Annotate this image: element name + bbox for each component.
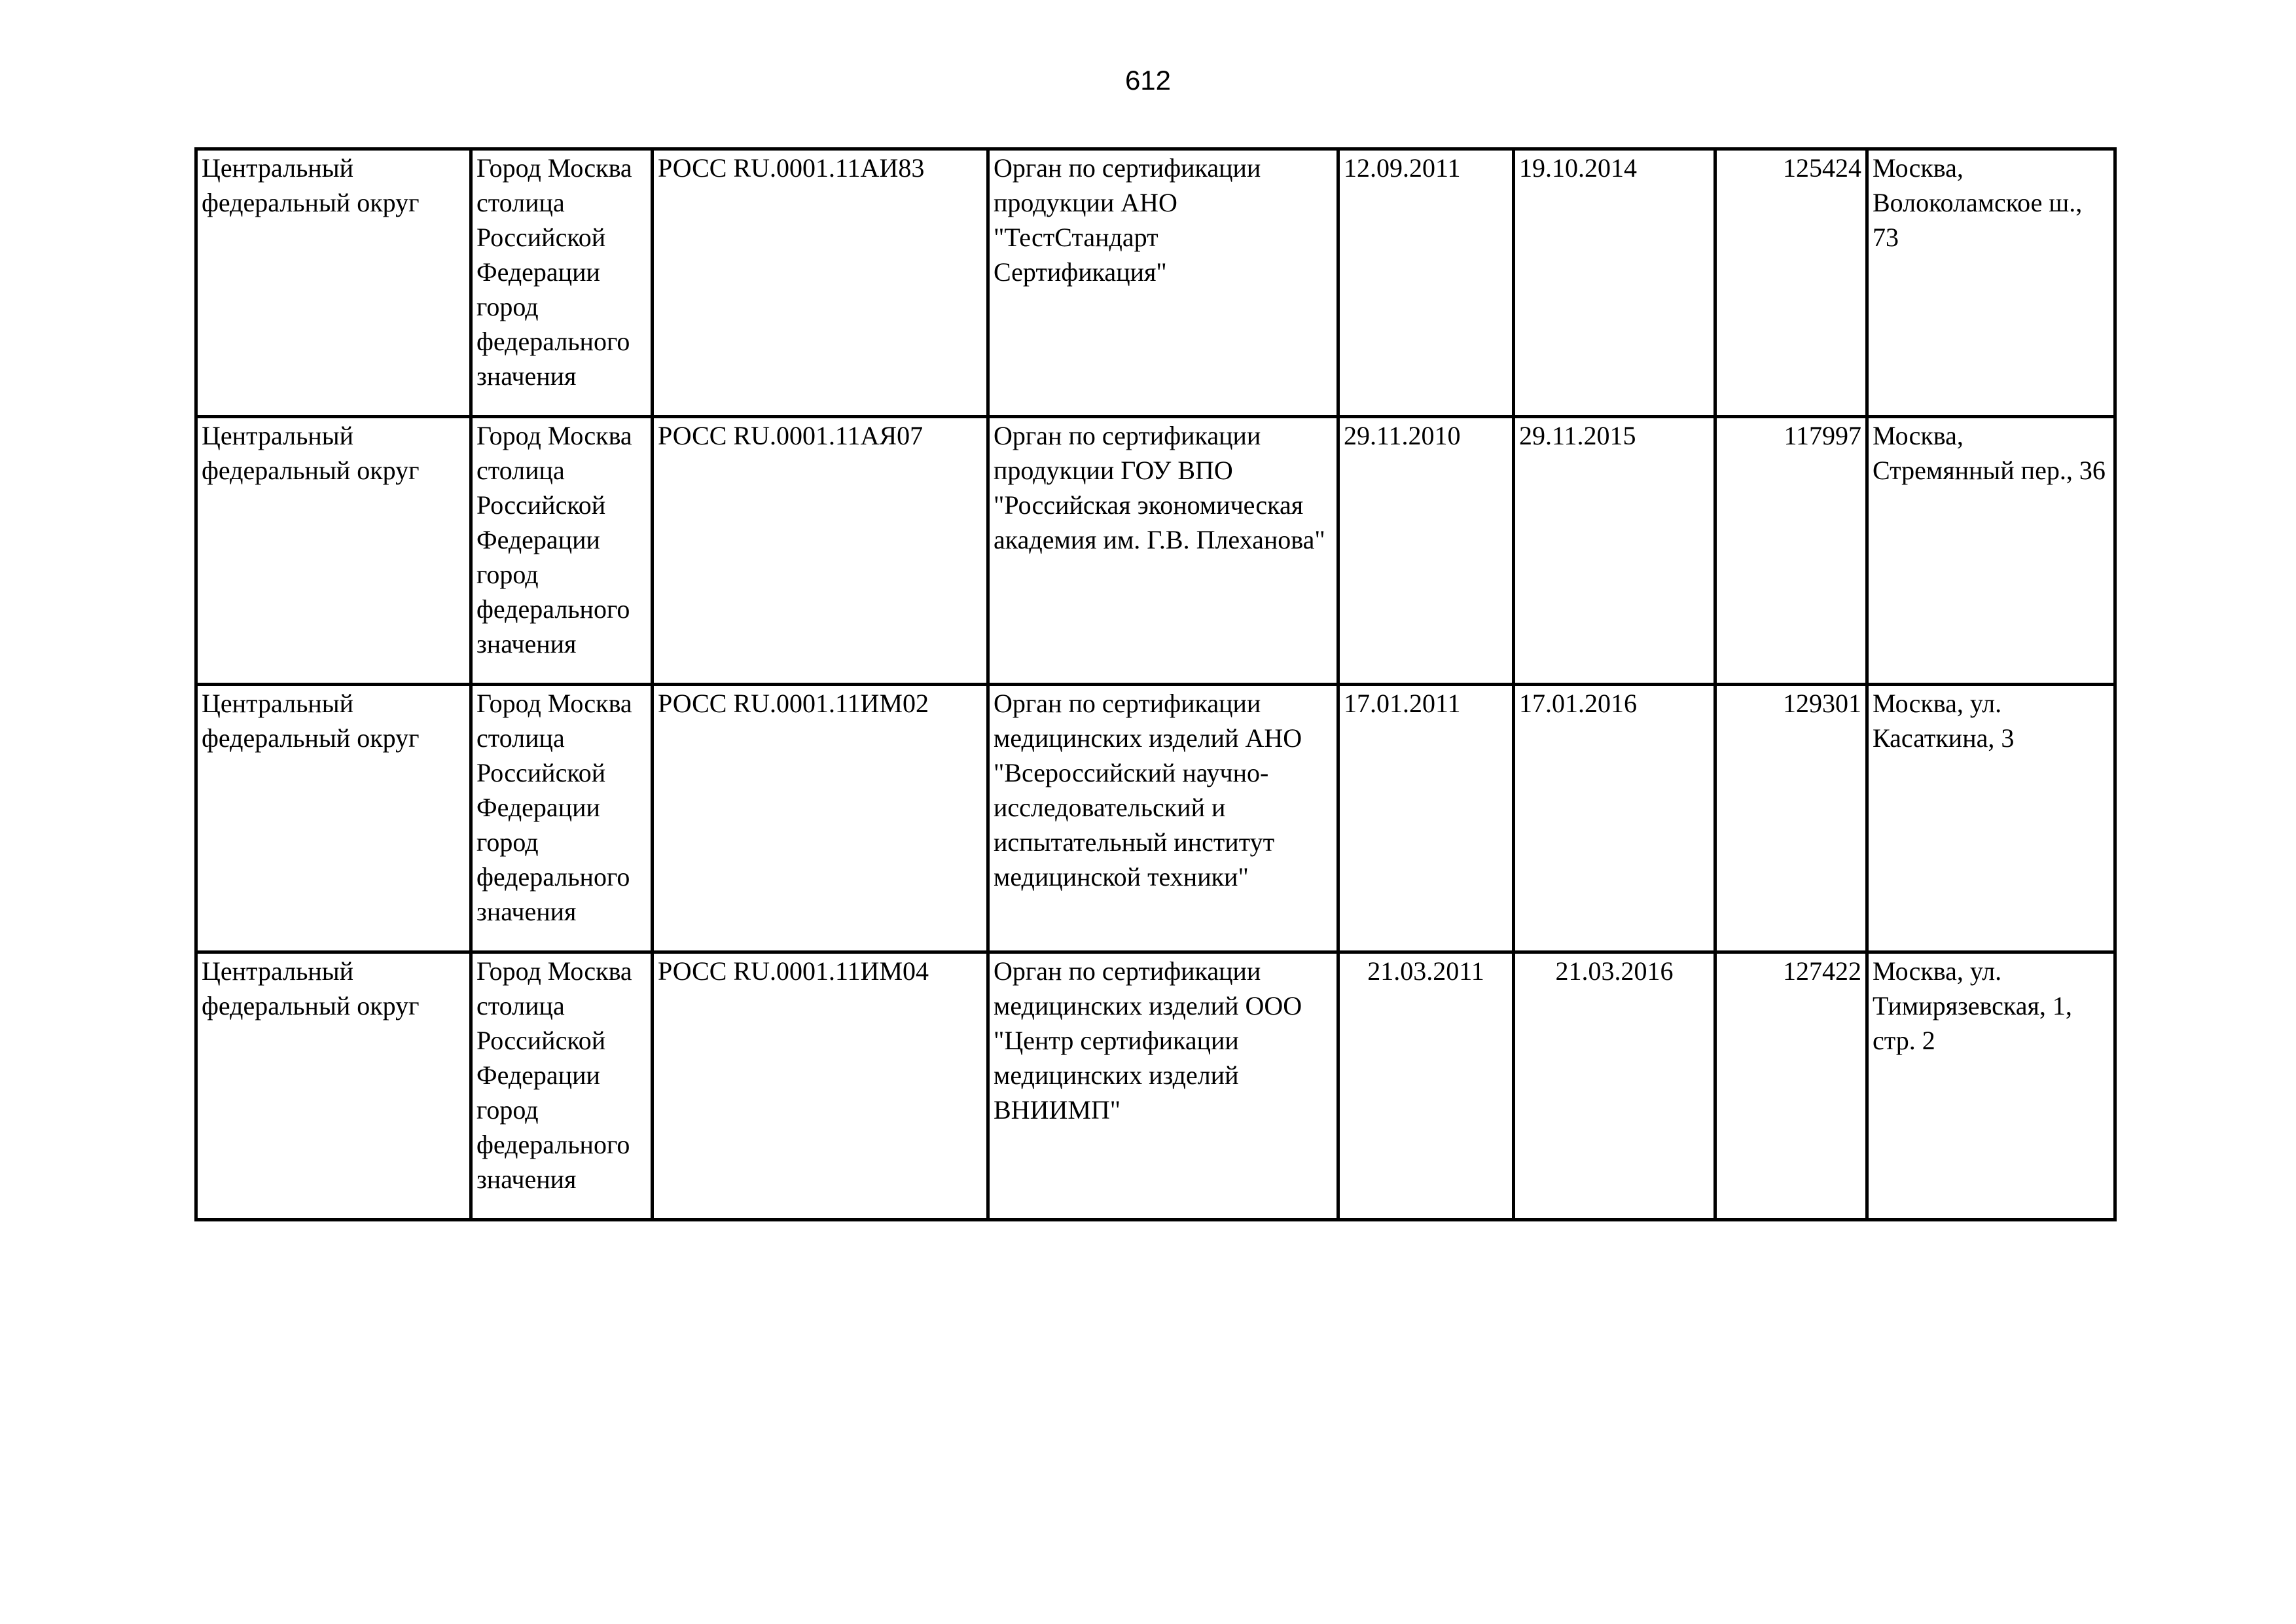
region-cell: Город Москва столица Российской Федерации город федерального значения: [471, 149, 653, 417]
organization-cell: Орган по сертификации медицинских изделий АНО "Всероссийский научно-исследовательский и испытательный институт медицинской техники": [988, 685, 1338, 952]
date-to-cell: 29.11.2015: [1514, 417, 1715, 685]
postal-code-cell: 125424: [1715, 149, 1867, 417]
table-row: [196, 685, 2115, 952]
table-row: [196, 149, 2115, 417]
district-cell: Центральный федеральный округ: [196, 685, 471, 952]
district-cell: Центральный федеральный округ: [196, 952, 471, 1220]
table-row: [196, 417, 2115, 685]
address-cell: Москва, ул. Тимирязевская, 1, стр. 2: [1867, 952, 2115, 1220]
cert-number-cell: РОСС RU.0001.11АИ83: [653, 149, 988, 417]
region-cell: Город Москва столица Российской Федерации город федерального значения: [471, 417, 653, 685]
date-to-cell: 19.10.2014: [1514, 149, 1715, 417]
address-cell: Москва, ул. Касаткина, 3: [1867, 685, 2115, 952]
cert-number-cell: РОСС RU.0001.11АЯ07: [653, 417, 988, 685]
district-cell: Центральный федеральный округ: [196, 417, 471, 685]
page-number: 612: [1124, 65, 1172, 96]
table-row: [196, 952, 2115, 1220]
date-to-cell: 21.03.2016: [1514, 952, 1715, 1220]
date-from-cell: 21.03.2011: [1338, 952, 1514, 1220]
organization-cell: Орган по сертификации продукции АНО "ТестСтандарт Сертификация": [988, 149, 1338, 417]
cert-number-cell: РОСС RU.0001.11ИМ02: [653, 685, 988, 952]
organization-cell: Орган по сертификации медицинских изделий ООО "Центр сертификации медицинских изделий ВНИИМП": [988, 952, 1338, 1220]
certification-registry-table: [194, 147, 2117, 1221]
region-cell: Город Москва столица Российской Федерации город федерального значения: [471, 952, 653, 1220]
postal-code-cell: 129301: [1715, 685, 1867, 952]
organization-cell: Орган по сертификации продукции ГОУ ВПО "Российская экономическая академия им. Г.В. Плеханова": [988, 417, 1338, 685]
address-cell: Москва, Стремянный пер., 36: [1867, 417, 2115, 685]
date-to-cell: 17.01.2016: [1514, 685, 1715, 952]
address-cell: Москва, Волоколамское ш., 73: [1867, 149, 2115, 417]
date-from-cell: 17.01.2011: [1338, 685, 1514, 952]
region-cell: Город Москва столица Российской Федерации город федерального значения: [471, 685, 653, 952]
postal-code-cell: 127422: [1715, 952, 1867, 1220]
date-from-cell: 29.11.2010: [1338, 417, 1514, 685]
district-cell: Центральный федеральный округ: [196, 149, 471, 417]
date-from-cell: 12.09.2011: [1338, 149, 1514, 417]
postal-code-cell: 117997: [1715, 417, 1867, 685]
cert-number-cell: РОСС RU.0001.11ИМ04: [653, 952, 988, 1220]
